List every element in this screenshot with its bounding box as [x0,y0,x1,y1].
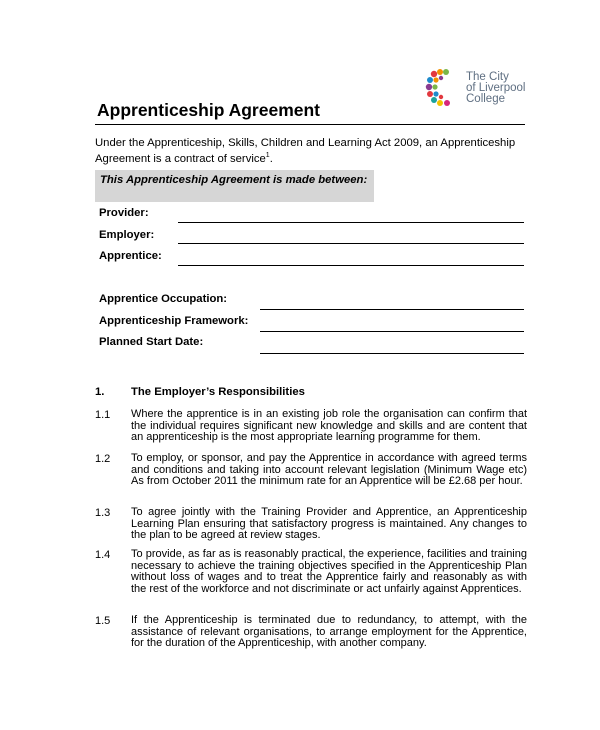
start-date-field[interactable] [260,353,524,354]
item-text: To provide, as far as is reasonably practical, the experience, facilities and training necessary to achieve the training objectives specified in the Apprenticeship Plan without loss of wages and to treat the Apprentice fairly and reasonably as with the rest of the workforce and not discriminate or act unfairly against Apprentices. [131,548,527,595]
employer-field[interactable] [178,243,524,244]
item-number: 1.3 [95,507,111,519]
footnote-marker: 1 [265,151,270,159]
item-text: Where the apprentice is in an existing job role the organisation can confirm that the individual requires significant new knowledge and skills and are content that an apprenticeship is the most appropriate learning programme for them. [131,408,527,444]
title-divider [95,124,525,125]
document-title: Apprenticeship Agreement [97,100,321,120]
city-of-liverpool-college-logo-icon [425,68,463,106]
logo-text [466,72,525,105]
intro-text: Under the Apprenticeship, Skills, Children and Learning Act 2009, an Apprenticeship Agreement is a contract of service [95,137,516,165]
item-text: To agree jointly with the Training Provider and Apprentice, an Apprenticeship Learning Plan ensuring that satisfactory progress is maintained. Any changes to the plan to be agreed at review stages. [131,506,527,542]
intro-paragraph [95,137,535,165]
section-number: 1. [95,386,105,398]
occupation-label: Apprentice Occupation: [99,293,228,305]
provider-field[interactable] [178,222,524,223]
logo-line: of Liverpool [466,82,526,94]
apprentice-field[interactable] [178,265,524,266]
item-text: To employ, or sponsor, and pay the Apprentice in accordance with agreed terms and conditions and taking into account relevant legislation (Minimum Wage etc) As from October 2011 the minimum rate for an Apprentice will be £2.68 per hour. [131,452,527,488]
employer-label: Employer: [99,229,155,241]
section-title: The Employer’s Responsibilities [131,386,305,398]
item-number: 1.5 [95,615,111,627]
start-date-label: Planned Start Date: [99,336,204,348]
item-number: 1.4 [95,549,111,561]
college-logo [425,68,545,108]
intro-end: . [269,152,273,165]
apprentice-label: Apprentice: [99,250,162,262]
item-text: If the Apprenticeship is terminated due to redundancy, to attempt, with the assistance of relevant organisations, to arrange employment for the Apprentice, for the duration of the Apprenticeship, with another company. [131,614,527,650]
parties-heading: This Apprenticeship Agreement is made between: [100,174,368,186]
occupation-field[interactable] [260,309,524,310]
framework-label: Apprenticeship Framework: [99,315,249,327]
logo-line: College [466,93,505,105]
framework-field[interactable] [260,331,524,332]
provider-label: Provider: [99,207,149,219]
item-number: 1.2 [95,453,111,465]
item-number: 1.1 [95,409,111,421]
logo-line: The City [466,71,509,83]
